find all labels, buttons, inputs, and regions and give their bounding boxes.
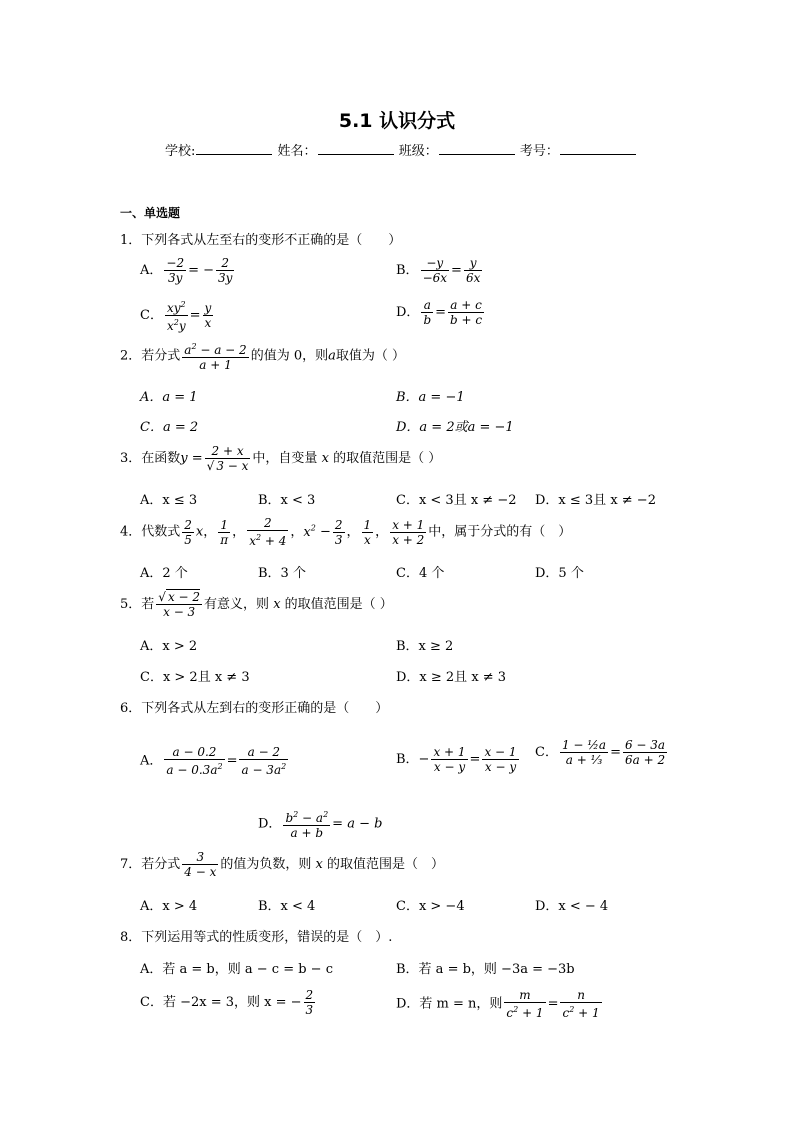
- q8-option-b: B．若 a = b，则 −3a = −3b: [396, 962, 575, 977]
- q2-option-c: C．a = 2: [140, 420, 199, 435]
- question-5-stem: 5．若 $\frac{√ x - 2}{x - 3}$ 有意义，则 x 的取值范围是（ ）: [120, 590, 393, 619]
- question-2-stem: 2．若分式 $\frac{a^2 - a - 2}{a + 1}$ 的值为 0，则a取值为（ ）: [120, 342, 405, 372]
- q2-option-a: A．a = 1: [140, 390, 198, 405]
- q3-option-c: C．x < 3且 x ≠ −2: [396, 493, 517, 508]
- q2-option-b: B．a = −1: [396, 390, 465, 405]
- q5-option-a: A．x > 2: [140, 639, 198, 654]
- q4-option-c: C．4 个: [396, 566, 445, 581]
- question-4-stem: 4．代数式 $\frac{2}{5}$ x， $\frac{1}{\pi}$ ， $\frac{2}{x^2 + 4}$ ，$x^2$ − $\frac{2}{3}$ ， $\frac{1}{x}$ ， $\frac{x + 1}{x + 2}$ 中，属于分式的有（ ）: [120, 516, 572, 548]
- question-7-stem: 7．若分式 $\frac{3}{4 - x}$ 的值为负数，则 x 的取值范围是（ ）: [120, 850, 445, 879]
- q1-option-a: A． $\frac{-2}{3y}$ = − $\frac{2}{3y}$: [140, 256, 233, 285]
- school-blank: [196, 142, 272, 155]
- q7-option-c: C．x > −4: [396, 899, 465, 914]
- q3-option-a: A．x ≤ 3: [140, 493, 198, 508]
- q8-option-c: C．若 −2x = 3，则 x = − $\frac{2}{3}$: [140, 988, 314, 1017]
- q7-option-b: B．x < 4: [258, 899, 316, 914]
- student-info-line: [165, 140, 637, 159]
- q8-option-d: D．若 m = n，则 $\frac{m}{c^2 + 1}$ = $\frac{n}{c^2 + 1}$: [396, 988, 600, 1020]
- q1-option-b: B． $\frac{-y}{-6x}$ = $\frac{y}{6x}$: [396, 256, 481, 285]
- q7-option-d: D．x < − 4: [535, 899, 609, 914]
- name-blank: [318, 142, 394, 155]
- q1-option-d: D． $\frac{a}{b}$ = $\frac{a + c}{b + c}$: [396, 298, 483, 327]
- q5-option-c: C．x > 2且 x ≠ 3: [140, 670, 250, 685]
- section-heading: 一、单选题: [120, 206, 181, 220]
- q4-option-b: B．3 个: [258, 566, 306, 581]
- number-label: 考号：: [519, 144, 559, 159]
- q6-option-c: C． $\frac{\text{1 − ½a}}{\text{a + ⅓}}$ = $\frac{6 - 3a}{6a + 2}$: [535, 738, 666, 767]
- question-8-stem: 8．下列运用等式的性质变形，错误的是（ ）.: [120, 930, 393, 945]
- class-blank: [439, 142, 515, 155]
- name-label: 姓名：: [277, 144, 317, 159]
- q6-option-d: D． $\frac{b^2 - a^2}{a + b}$ = a − b: [258, 810, 383, 840]
- q4-option-d: D．5 个: [535, 566, 584, 581]
- q3-option-b: B．x < 3: [258, 493, 316, 508]
- class-label: 班级：: [398, 144, 438, 159]
- question-1-stem: 1．下列各式从左至右的变形不正确的是（ ）: [120, 233, 402, 248]
- q5-option-b: B．x ≥ 2: [396, 639, 454, 654]
- q4-option-a: A．2 个: [140, 566, 188, 581]
- question-6-stem: 6．下列各式从左到右的变形正确的是（ ）: [120, 701, 389, 716]
- q3-option-d: D．x ≤ 3且 x ≠ −2: [535, 493, 656, 508]
- q7-option-a: A．x > 4: [140, 899, 198, 914]
- q2-option-d: D．a = 2或a = −1: [396, 420, 514, 435]
- q5-option-d: D．x ≥ 2且 x ≠ 3: [396, 670, 507, 685]
- q6-option-a: A． $\frac{a - 0.2}{a - 0.3a^2}$ = $\frac{a - 2}{a - 3a^2}$: [140, 745, 287, 777]
- q1-option-c: C． $\frac{xy^2}{x^2y}$ = $\frac{y}{x}$: [140, 300, 212, 333]
- page-title: 5.1 认识分式: [338, 110, 456, 132]
- q6-option-b: B．− $\frac{x + 1}{x - y}$ = $\frac{x - 1}{x - y}$: [396, 745, 517, 774]
- q8-option-a: A．若 a = b，则 a − c = b − c: [140, 962, 333, 977]
- number-blank: [560, 142, 636, 155]
- school-label: 学校:: [165, 144, 196, 159]
- question-3-stem: 3．在函数y = $\frac{2 + x}{√ 3 - x}$ 中，自变量 x 的取值范围是（ ）: [120, 444, 442, 473]
